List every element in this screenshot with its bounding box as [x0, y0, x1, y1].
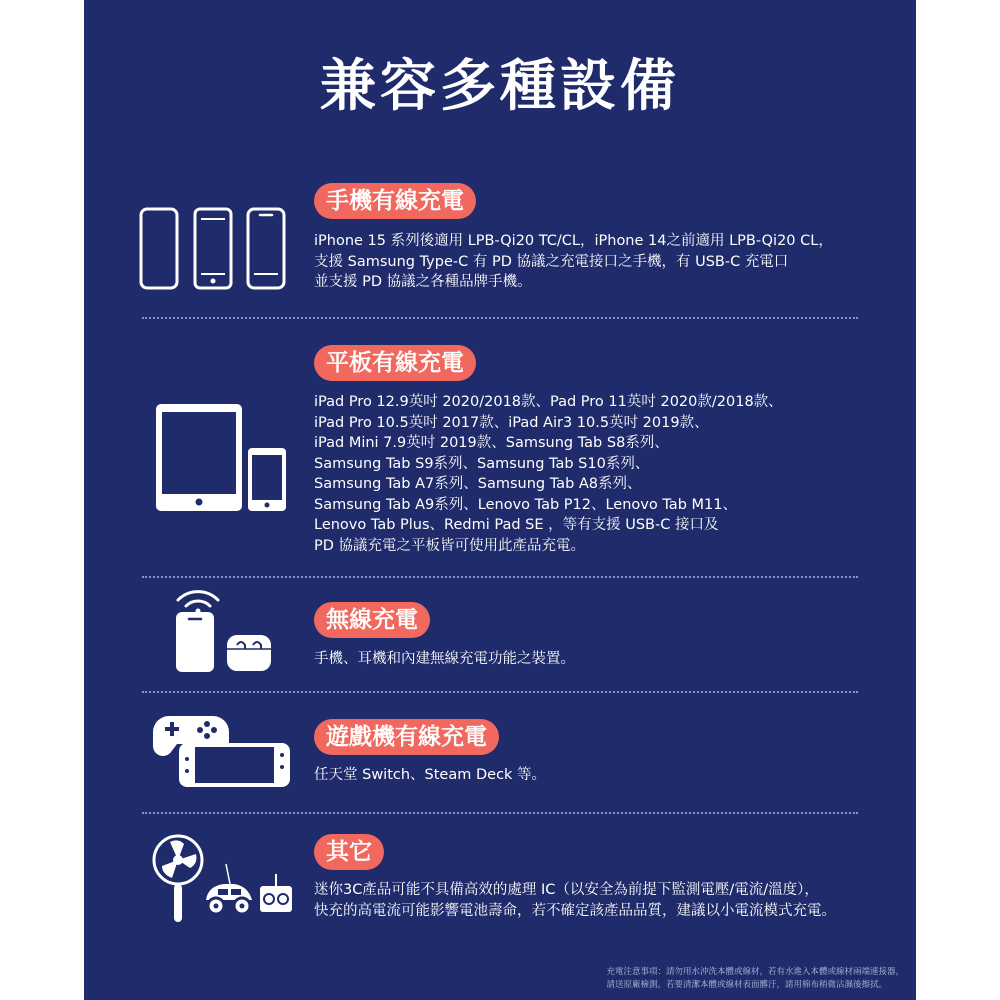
desc-line: PD 協議充電之平板皆可使用此產品充電。 [314, 537, 586, 554]
charging-notice [606, 966, 904, 992]
switch-console-icon [177, 741, 292, 789]
content-panel [84, 0, 916, 1000]
desc-line: Samsung Tab A7系列、Samsung Tab A8系列、 [314, 476, 642, 492]
divider [142, 576, 858, 578]
tag-tablet-charging: 平板有線充電 [314, 345, 476, 381]
desc-line: iPad Pro 10.5英吋 2017款、iPad Air3 10.5英吋 2019款、 [314, 414, 709, 431]
tablet-description [314, 392, 783, 556]
remote-control-icon [258, 872, 294, 914]
desc-line: Samsung Tab S9系列、Samsung Tab S10系列、 [314, 455, 650, 472]
tag-others: 其它 [314, 834, 384, 870]
rc-car-icon [200, 860, 258, 920]
tag-console-charging: 遊戲機有線充電 [314, 719, 499, 755]
notice-line: 充電注意事項：請勿用水沖洗本體或線材，若有水進入本體或線材兩端連接器， [606, 967, 904, 977]
console-description [314, 765, 546, 786]
handheld-fan-icon [150, 832, 206, 924]
desc-line: iPad Pro 12.9英吋 2020/2018款、Pad Pro 11英吋 2020款/2018款、 [314, 394, 783, 410]
tag-wireless-charging: 無線充電 [314, 602, 430, 638]
desc-line: iPhone 15 系列後適用 LPB-Qi20 TC/CL，iPhone 14之前適用 LPB-Qi20 CL， [314, 233, 833, 249]
divider [142, 691, 858, 693]
page-title: 兼容多種設備 [320, 54, 680, 119]
divider [142, 812, 858, 814]
desc-line: 任天堂 Switch、Steam Deck 等。 [314, 767, 547, 783]
earbuds-case-icon [225, 633, 273, 673]
desc-line: Samsung Tab A9系列、Lenovo Tab P12、Lenovo Tab M11、 [314, 496, 737, 513]
desc-line: 快充的高電流可能影響電池壽命，若不確定該產品品質，建議以小電流模式充電。 [314, 902, 836, 919]
phone-icon [138, 206, 288, 292]
phone-description [314, 231, 833, 293]
desc-line: 支援 Samsung Type-C 有 PD 協議之充電接口之手機，有 USB-C 充電口 [314, 253, 789, 270]
phone-icon [174, 610, 216, 674]
others-description [314, 880, 836, 921]
desc-line: 並支援 PD 協議之各種品牌手機。 [314, 274, 532, 290]
desc-line: 手機、耳機和內建無線充電功能之裝置。 [314, 651, 575, 667]
desc-line: 迷你3C產品可能不具備高效的處理 IC（以安全為前提下監測電壓/電流/溫度）， [314, 882, 819, 898]
tablet-icon [154, 402, 290, 514]
desc-line: Lenovo Tab Plus、Redmi Pad SE ，等有支援 USB-C 接口及 [314, 517, 719, 533]
notice-line: 請送原廠檢測。若要清潔本體或線材表面髒汙，請用棉布稍微沾濕後擦拭。 [606, 980, 887, 990]
divider [142, 317, 858, 319]
tag-phone-charging: 手機有線充電 [314, 183, 476, 219]
desc-line: iPad Mini 7.9英吋 2019款、Samsung Tab S8系列、 [314, 435, 669, 451]
wireless-description [314, 649, 575, 670]
